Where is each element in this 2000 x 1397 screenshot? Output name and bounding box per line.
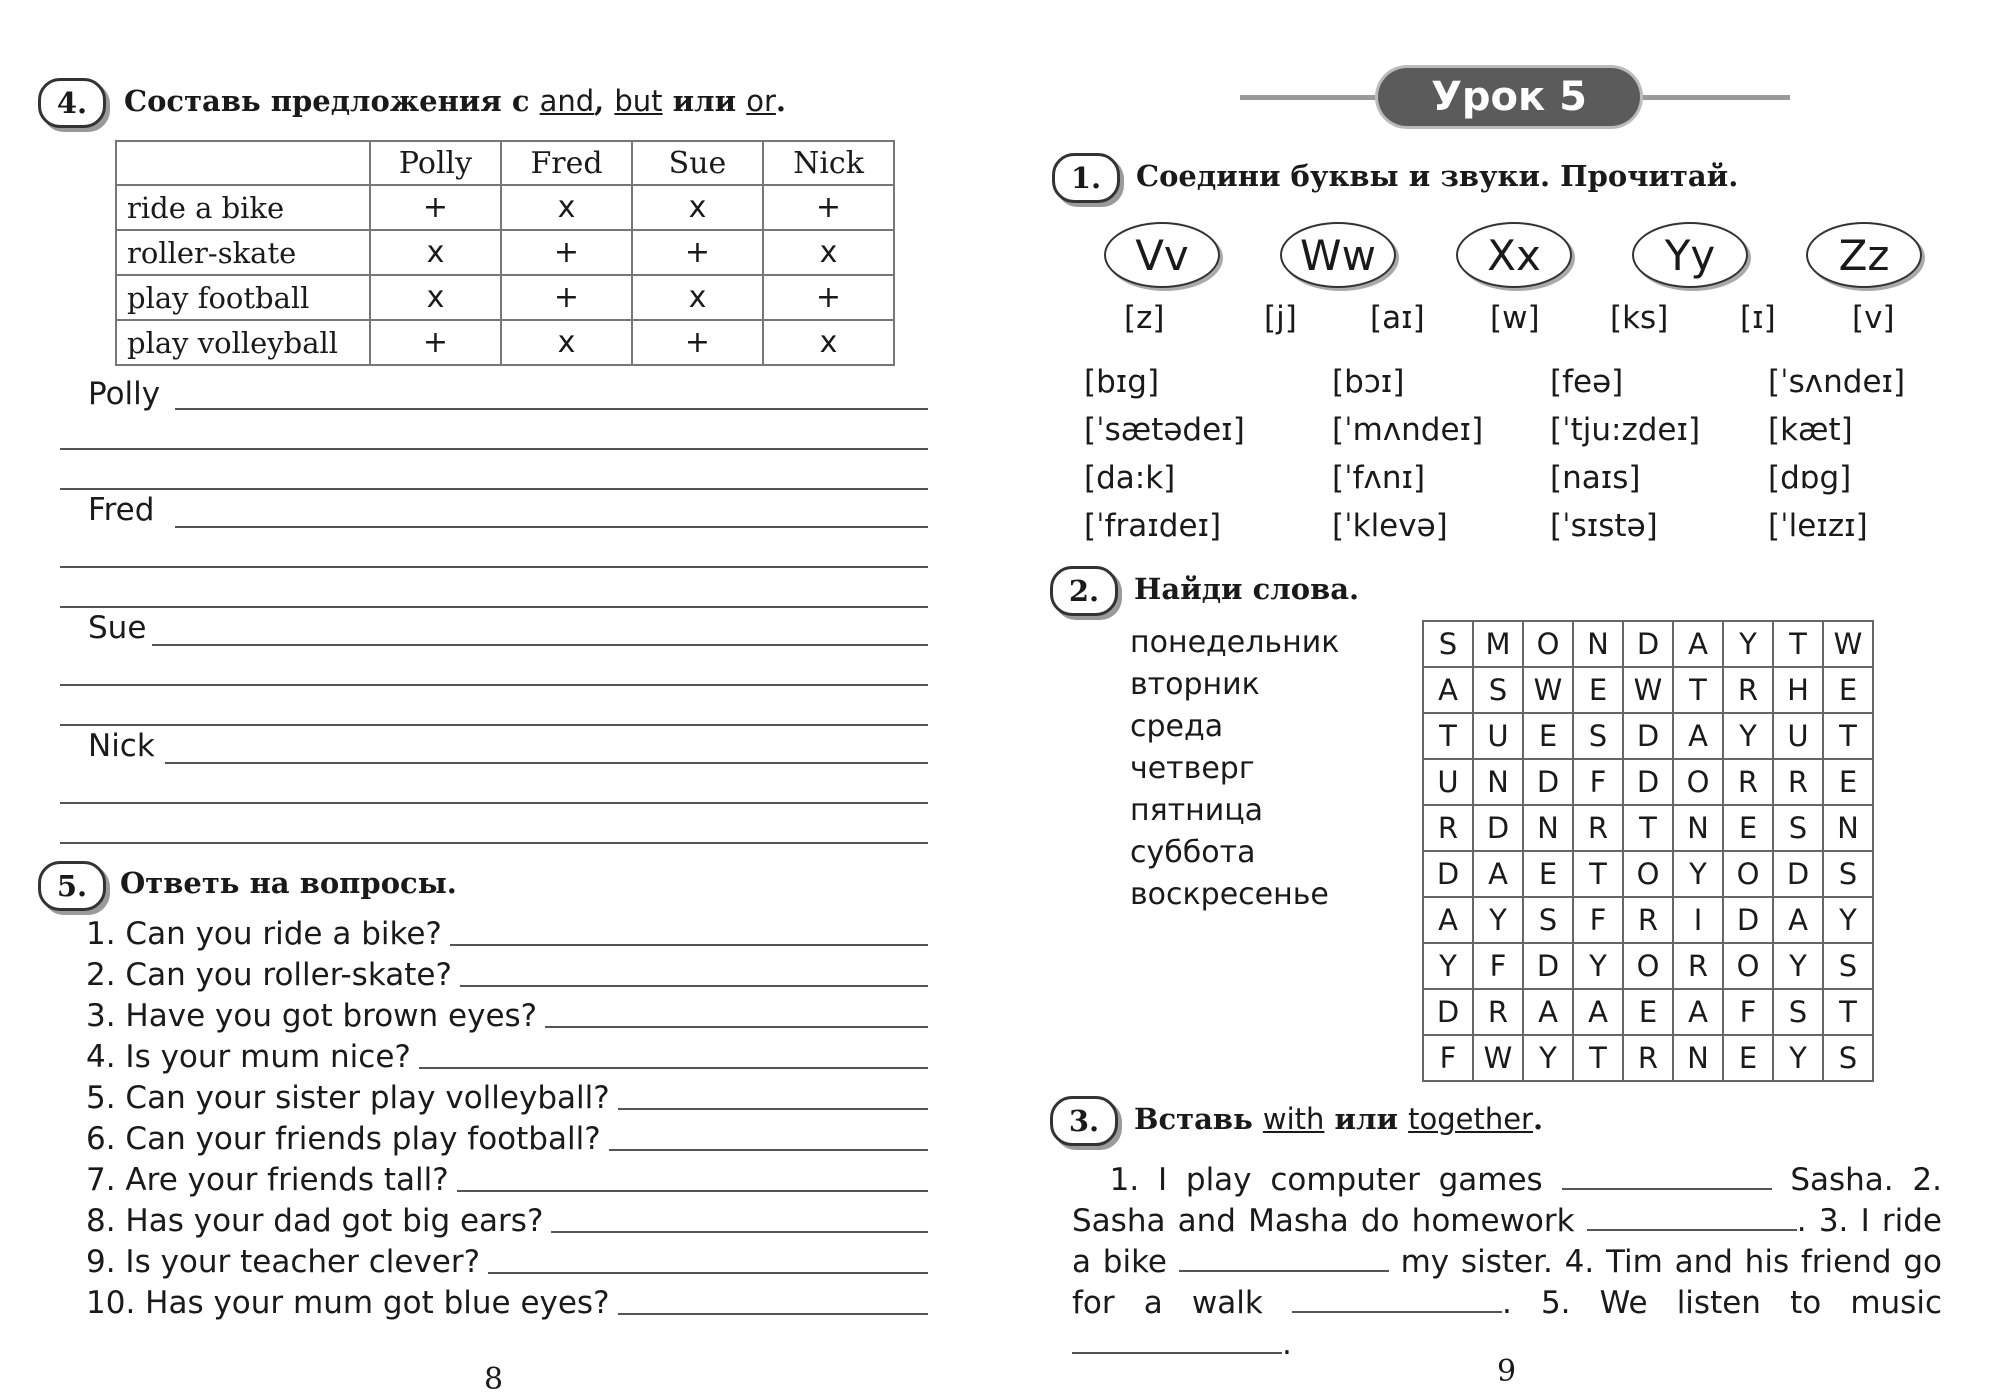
question-text: 4. Is your mum nice? bbox=[86, 1039, 411, 1075]
grid-cell[interactable]: S bbox=[1473, 667, 1523, 713]
fill-blank[interactable] bbox=[1562, 1160, 1772, 1190]
activity-label: roller-skate bbox=[116, 230, 370, 275]
sentence-part: . 3. I ride a bike bbox=[1072, 1203, 1942, 1280]
grid-cell[interactable]: T bbox=[1673, 667, 1723, 713]
grid-cell[interactable]: E bbox=[1573, 667, 1623, 713]
transcription: [da:k] bbox=[1084, 460, 1176, 496]
grid-row bbox=[1423, 989, 1873, 1035]
answer-line[interactable] bbox=[609, 1149, 928, 1151]
sentence-part: my sister. 4. Tim and his friend go for a walk bbox=[1072, 1244, 1942, 1321]
task2-title: Найди слова. bbox=[1134, 572, 1360, 606]
task4-comma: , bbox=[594, 84, 605, 118]
grid-cell[interactable]: T bbox=[1823, 713, 1873, 759]
writing-line[interactable] bbox=[60, 802, 928, 804]
mark-cell: + bbox=[501, 230, 632, 275]
transcription: [ˈleɪzɪ] bbox=[1768, 508, 1868, 544]
grid-cell[interactable]: Y bbox=[1823, 897, 1873, 943]
grid-cell[interactable]: F bbox=[1573, 897, 1623, 943]
grid-cell[interactable]: N bbox=[1523, 805, 1573, 851]
task3-word-together: together bbox=[1408, 1102, 1533, 1136]
transcription: [bɪg] bbox=[1084, 364, 1160, 400]
grid-cell[interactable]: T bbox=[1623, 805, 1673, 851]
question-text: 10. Has your mum got blue eyes? bbox=[86, 1285, 610, 1321]
grid-cell[interactable]: H bbox=[1773, 667, 1823, 713]
task4-period: . bbox=[775, 84, 787, 118]
column-header: Nick bbox=[763, 141, 894, 185]
task1-title: Соедини буквы и звуки. Прочитай. bbox=[1136, 159, 1739, 193]
grid-cell[interactable]: N bbox=[1573, 621, 1623, 667]
column-header: Sue bbox=[632, 141, 763, 185]
grid-cell[interactable]: F bbox=[1423, 1035, 1473, 1081]
word-item: четверг bbox=[1130, 751, 1255, 786]
grid-cell[interactable]: W bbox=[1473, 1035, 1523, 1081]
transcription: [feə] bbox=[1550, 364, 1624, 400]
grid-row bbox=[1423, 621, 1873, 667]
sound[interactable]: [ɪ] bbox=[1740, 300, 1776, 336]
grid-cell[interactable]: N bbox=[1823, 805, 1873, 851]
task3-word-with: with bbox=[1262, 1102, 1325, 1136]
transcription: [kæt] bbox=[1768, 412, 1853, 448]
task4-title-text: Составь предложения с bbox=[124, 84, 530, 118]
fill-blank[interactable] bbox=[1292, 1283, 1502, 1313]
sound[interactable]: [j] bbox=[1264, 300, 1297, 336]
writing-line[interactable] bbox=[60, 448, 928, 450]
page-number-right: 9 bbox=[1497, 1354, 1517, 1389]
task3-word-or: или bbox=[1334, 1102, 1398, 1136]
answer-line[interactable] bbox=[450, 944, 928, 946]
grid-cell[interactable]: Y bbox=[1523, 1035, 1573, 1081]
question-row bbox=[86, 1158, 928, 1198]
question-row bbox=[86, 1240, 928, 1280]
transcription: [ˈsɪstə] bbox=[1550, 508, 1658, 544]
grid-row bbox=[1423, 1035, 1873, 1081]
grid-cell[interactable]: R bbox=[1723, 759, 1773, 805]
letter-oval[interactable]: Zz bbox=[1806, 222, 1922, 288]
grid-cell[interactable]: Y bbox=[1773, 1035, 1823, 1081]
writing-label-sue: Sue bbox=[88, 610, 147, 646]
sentence-part: 1. I play computer games bbox=[1109, 1162, 1543, 1198]
transcription: [ˈfʌnɪ] bbox=[1332, 460, 1426, 496]
grid-cell[interactable]: A bbox=[1673, 989, 1723, 1035]
task4-word-or: or bbox=[746, 84, 776, 118]
word-item: понедельник bbox=[1130, 625, 1340, 660]
question-row bbox=[86, 1076, 928, 1116]
letter-oval[interactable]: Ww bbox=[1280, 222, 1396, 288]
task4-word-or-join: или bbox=[672, 84, 737, 118]
letter-oval[interactable]: Xx bbox=[1456, 222, 1572, 288]
grid-cell[interactable]: D bbox=[1773, 851, 1823, 897]
transcription: [dɒg] bbox=[1768, 460, 1852, 496]
word-item: суббота bbox=[1130, 835, 1256, 870]
transcription: [ˈsætədeɪ] bbox=[1084, 412, 1245, 448]
question-text: 5. Can your sister play volleyball? bbox=[86, 1080, 610, 1116]
mark-cell: + bbox=[632, 230, 763, 275]
fill-blank[interactable] bbox=[1179, 1242, 1389, 1272]
grid-cell[interactable]: W bbox=[1523, 667, 1573, 713]
grid-cell[interactable]: Y bbox=[1673, 851, 1723, 897]
mark-cell: x bbox=[501, 320, 632, 365]
grid-row bbox=[1423, 667, 1873, 713]
grid-cell[interactable]: Y bbox=[1723, 713, 1773, 759]
sentence-part: . bbox=[1282, 1326, 1292, 1362]
task3-number-badge: 3. bbox=[1050, 1096, 1118, 1146]
grid-cell[interactable]: D bbox=[1523, 943, 1573, 989]
sound[interactable]: [v] bbox=[1852, 300, 1895, 336]
weekday-word-list bbox=[1130, 622, 1339, 916]
table-corner bbox=[116, 141, 370, 185]
grid-cell[interactable]: A bbox=[1673, 621, 1723, 667]
writing-line[interactable] bbox=[60, 724, 928, 726]
grid-cell[interactable]: A bbox=[1523, 989, 1573, 1035]
answer-line[interactable] bbox=[618, 1313, 928, 1315]
grid-cell[interactable]: D bbox=[1423, 851, 1473, 897]
grid-cell[interactable]: S bbox=[1523, 897, 1573, 943]
grid-cell[interactable]: S bbox=[1773, 805, 1823, 851]
ability-table bbox=[115, 140, 895, 366]
word-item: среда bbox=[1130, 709, 1224, 744]
question-text: 3. Have you got brown eyes? bbox=[86, 998, 538, 1034]
grid-cell[interactable]: N bbox=[1473, 759, 1523, 805]
grid-cell[interactable]: N bbox=[1673, 805, 1723, 851]
answer-line[interactable] bbox=[545, 1026, 928, 1028]
mark-cell: + bbox=[370, 320, 501, 365]
task5-title: Ответь на вопросы. bbox=[120, 866, 457, 900]
question-text: 1. Can you ride a bike? bbox=[86, 916, 442, 952]
column-header: Fred bbox=[501, 141, 632, 185]
transcription: [ˈsʌndeɪ] bbox=[1768, 364, 1906, 400]
grid-cell[interactable]: R bbox=[1623, 1035, 1673, 1081]
sentence-part: . 5. We listen to music bbox=[1501, 1285, 1942, 1321]
task4-word-but: but bbox=[614, 84, 663, 118]
writing-line[interactable] bbox=[175, 408, 928, 410]
answer-line[interactable] bbox=[488, 1272, 928, 1274]
grid-cell[interactable]: O bbox=[1623, 851, 1673, 897]
grid-cell[interactable]: Y bbox=[1473, 897, 1523, 943]
grid-cell[interactable]: S bbox=[1573, 713, 1623, 759]
grid-cell[interactable]: E bbox=[1723, 1035, 1773, 1081]
grid-cell[interactable]: O bbox=[1673, 759, 1723, 805]
grid-cell[interactable]: O bbox=[1623, 943, 1673, 989]
transcription: [ˈklevə] bbox=[1332, 508, 1448, 544]
task4-title bbox=[124, 84, 786, 118]
fill-blank[interactable] bbox=[1587, 1201, 1797, 1231]
grid-cell[interactable]: O bbox=[1723, 943, 1773, 989]
mark-cell: x bbox=[370, 275, 501, 320]
activity-label: ride a bike bbox=[116, 185, 370, 230]
grid-cell[interactable]: D bbox=[1723, 897, 1773, 943]
grid-cell[interactable]: I bbox=[1673, 897, 1723, 943]
question-row bbox=[86, 994, 928, 1034]
transcription: [ˈfraɪdeɪ] bbox=[1084, 508, 1222, 544]
writing-line[interactable] bbox=[60, 606, 928, 608]
sentence-part: Sasha. 2. Sasha and Masha do homework bbox=[1072, 1162, 1943, 1239]
writing-line[interactable] bbox=[60, 684, 928, 686]
letter-oval[interactable]: Vv bbox=[1104, 222, 1220, 288]
grid-row bbox=[1423, 851, 1873, 897]
grid-cell[interactable]: O bbox=[1523, 621, 1573, 667]
question-row bbox=[86, 1199, 928, 1239]
task2-number-badge: 2. bbox=[1050, 566, 1118, 616]
mark-cell: + bbox=[370, 185, 501, 230]
task3-fill-in-text bbox=[1072, 1160, 1942, 1365]
transcription: [ˈmʌndeɪ] bbox=[1332, 412, 1484, 448]
word-item: пятница bbox=[1130, 793, 1264, 828]
question-text: 9. Is your teacher clever? bbox=[86, 1244, 481, 1280]
question-text: 7. Are your friends tall? bbox=[86, 1162, 449, 1198]
grid-cell[interactable]: D bbox=[1523, 759, 1573, 805]
grid-cell[interactable]: S bbox=[1423, 621, 1473, 667]
grid-cell[interactable]: Y bbox=[1723, 621, 1773, 667]
word-item: вторник bbox=[1130, 667, 1260, 702]
task4-word-and: and bbox=[539, 84, 595, 118]
mark-cell: + bbox=[501, 275, 632, 320]
grid-cell[interactable]: F bbox=[1573, 759, 1623, 805]
answer-line[interactable] bbox=[419, 1067, 928, 1069]
grid-cell[interactable]: T bbox=[1823, 989, 1873, 1035]
grid-cell[interactable]: R bbox=[1773, 759, 1823, 805]
question-row bbox=[86, 912, 928, 952]
mark-cell: x bbox=[632, 275, 763, 320]
writing-label-fred: Fred bbox=[88, 492, 155, 528]
grid-cell[interactable]: F bbox=[1473, 943, 1523, 989]
task3-title bbox=[1134, 1102, 1543, 1136]
question-row bbox=[86, 953, 928, 993]
grid-cell[interactable]: E bbox=[1623, 989, 1673, 1035]
writing-line[interactable] bbox=[175, 526, 928, 528]
mark-cell: + bbox=[763, 185, 894, 230]
grid-cell[interactable]: R bbox=[1673, 943, 1723, 989]
grid-cell[interactable]: W bbox=[1623, 667, 1673, 713]
grid-cell[interactable]: R bbox=[1623, 897, 1673, 943]
task4-number-badge: 4. bbox=[38, 78, 106, 128]
grid-cell[interactable]: T bbox=[1573, 851, 1623, 897]
grid-cell[interactable]: T bbox=[1573, 1035, 1623, 1081]
grid-cell[interactable]: E bbox=[1823, 667, 1873, 713]
grid-cell[interactable]: R bbox=[1723, 667, 1773, 713]
sound[interactable]: [w] bbox=[1490, 300, 1540, 336]
grid-row bbox=[1423, 897, 1873, 943]
writing-line[interactable] bbox=[60, 566, 928, 568]
question-text: 2. Can you roller-skate? bbox=[86, 957, 452, 993]
grid-cell[interactable]: D bbox=[1423, 989, 1473, 1035]
activity-label: play volleyball bbox=[116, 320, 370, 365]
mark-cell: x bbox=[370, 230, 501, 275]
grid-cell[interactable]: U bbox=[1473, 713, 1523, 759]
task3-period: . bbox=[1532, 1102, 1544, 1136]
grid-cell[interactable]: M bbox=[1473, 621, 1523, 667]
question-row bbox=[86, 1035, 928, 1075]
grid-cell[interactable]: E bbox=[1823, 759, 1873, 805]
writing-line[interactable] bbox=[152, 644, 928, 646]
writing-line[interactable] bbox=[60, 488, 928, 490]
grid-cell[interactable]: R bbox=[1423, 805, 1473, 851]
task3-title-text: Вставь bbox=[1134, 1102, 1253, 1136]
grid-cell[interactable]: D bbox=[1623, 759, 1673, 805]
mark-cell: x bbox=[763, 320, 894, 365]
grid-row bbox=[1423, 759, 1873, 805]
writing-label-nick: Nick bbox=[88, 728, 155, 764]
grid-cell[interactable]: A bbox=[1423, 667, 1473, 713]
transcription: [naɪs] bbox=[1550, 460, 1641, 496]
grid-cell[interactable]: S bbox=[1823, 851, 1873, 897]
column-header: Polly bbox=[370, 141, 501, 185]
answer-line[interactable] bbox=[457, 1190, 928, 1192]
grid-cell[interactable]: D bbox=[1623, 621, 1673, 667]
answer-line[interactable] bbox=[618, 1108, 928, 1110]
letter-oval[interactable]: Yy bbox=[1632, 222, 1748, 288]
grid-cell[interactable]: D bbox=[1473, 805, 1523, 851]
grid-cell[interactable]: E bbox=[1523, 713, 1573, 759]
transcription: [bɔɪ] bbox=[1332, 364, 1405, 400]
mark-cell: x bbox=[501, 185, 632, 230]
grid-cell[interactable]: O bbox=[1723, 851, 1773, 897]
sound[interactable]: [ks] bbox=[1610, 300, 1669, 336]
grid-cell[interactable]: N bbox=[1673, 1035, 1723, 1081]
grid-cell[interactable]: E bbox=[1723, 805, 1773, 851]
grid-cell[interactable]: S bbox=[1773, 989, 1823, 1035]
sound[interactable]: [aɪ] bbox=[1370, 300, 1425, 336]
grid-cell[interactable]: S bbox=[1823, 1035, 1873, 1081]
sound[interactable]: [z] bbox=[1124, 300, 1165, 336]
grid-cell[interactable]: Y bbox=[1423, 943, 1473, 989]
grid-row bbox=[1423, 943, 1873, 989]
grid-cell[interactable]: W bbox=[1823, 621, 1873, 667]
question-text: 6. Can your friends play football? bbox=[86, 1121, 601, 1157]
writing-line[interactable] bbox=[60, 842, 928, 844]
page-number-left: 8 bbox=[484, 1362, 504, 1397]
grid-cell[interactable]: T bbox=[1423, 713, 1473, 759]
grid-cell[interactable]: U bbox=[1423, 759, 1473, 805]
mark-cell: x bbox=[763, 230, 894, 275]
grid-cell[interactable]: A bbox=[1473, 851, 1523, 897]
grid-cell[interactable]: R bbox=[1473, 989, 1523, 1035]
question-text: 8. Has your dad got big ears? bbox=[86, 1203, 544, 1239]
grid-cell[interactable]: A bbox=[1773, 897, 1823, 943]
fill-blank[interactable] bbox=[1072, 1324, 1282, 1354]
mark-cell: x bbox=[632, 185, 763, 230]
grid-row bbox=[1423, 805, 1873, 851]
writing-label-polly: Polly bbox=[88, 376, 161, 412]
answer-line[interactable] bbox=[460, 985, 928, 987]
grid-cell[interactable]: D bbox=[1623, 713, 1673, 759]
word-item: воскресенье bbox=[1130, 877, 1329, 912]
task5-number-badge: 5. bbox=[38, 861, 106, 911]
word-search-grid bbox=[1422, 620, 1874, 1082]
question-row bbox=[86, 1117, 928, 1157]
answer-line[interactable] bbox=[551, 1231, 928, 1233]
mark-cell: + bbox=[632, 320, 763, 365]
task1-number-badge: 1. bbox=[1052, 153, 1120, 203]
lesson-title: Урок 5 bbox=[1431, 74, 1587, 120]
grid-cell[interactable]: T bbox=[1773, 621, 1823, 667]
writing-line[interactable] bbox=[165, 762, 928, 764]
grid-cell[interactable]: A bbox=[1423, 897, 1473, 943]
activity-label: play football bbox=[116, 275, 370, 320]
grid-cell[interactable]: Y bbox=[1773, 943, 1823, 989]
grid-cell[interactable]: A bbox=[1673, 713, 1723, 759]
question-row bbox=[86, 1281, 928, 1321]
transcription: [ˈtju:zdeɪ] bbox=[1550, 412, 1701, 448]
grid-cell[interactable]: A bbox=[1573, 989, 1623, 1035]
mark-cell: + bbox=[763, 275, 894, 320]
grid-cell[interactable]: R bbox=[1573, 805, 1623, 851]
grid-cell[interactable]: S bbox=[1823, 943, 1873, 989]
grid-cell[interactable]: E bbox=[1523, 851, 1573, 897]
grid-cell[interactable]: U bbox=[1773, 713, 1823, 759]
grid-row bbox=[1423, 713, 1873, 759]
grid-cell[interactable]: Y bbox=[1573, 943, 1623, 989]
grid-cell[interactable]: F bbox=[1723, 989, 1773, 1035]
